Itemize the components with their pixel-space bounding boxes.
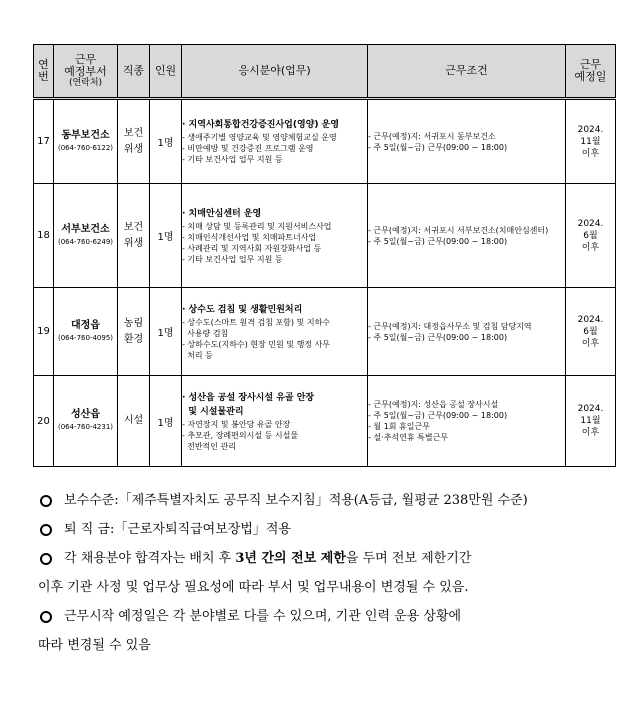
table-row (34, 99, 616, 184)
row-number: 20 (34, 376, 54, 467)
conditions-cell (368, 184, 566, 288)
note-salary (38, 486, 618, 515)
note-severance (38, 515, 618, 544)
condition-line: - 주 5일(월~금) 근무(09:00 ~ 18:00) (368, 332, 508, 342)
field-line: - 기타 보건사업 업무 지원 등 (182, 155, 283, 164)
circle-bullet-icon (40, 495, 52, 507)
dept-cell (54, 376, 118, 467)
dept-cell (54, 99, 118, 184)
field-line: 처리 등 (182, 350, 213, 360)
header-dept: 근무 예정부서 (연락처) (54, 45, 118, 99)
field-line: - 치매 상담 및 등록관리 및 지원서비스사업 (182, 221, 332, 231)
dept-name: 동부보건소 (61, 129, 110, 141)
field-line: 전반적인 관리 (182, 441, 236, 451)
start-date-cell: 2024. 11월 이후 (566, 376, 616, 467)
condition-line: - 주 5일(월~금) 근무(09:00 ~ 18:00) (368, 411, 508, 420)
notes-section (38, 486, 618, 660)
circle-bullet-icon (40, 524, 52, 536)
note-text: 각 채용분야 합격자는 배치 후 (64, 551, 236, 566)
table-row (34, 184, 616, 288)
job-type-cell: 농림 환경 (118, 288, 150, 376)
headcount: 1명 (150, 288, 182, 376)
header-conditions: 근무조건 (368, 45, 566, 99)
field-line: 사용량 검침 (182, 328, 229, 338)
note-text: 을 두며 전보 제한기간 (345, 551, 472, 566)
field-cell (182, 184, 368, 288)
field-title: · 치매안심센터 운영 (182, 208, 262, 219)
field-line: - 상수도(스마트 원격 검침 포함) 및 지하수 (182, 317, 331, 327)
headcount: 1명 (150, 376, 182, 467)
note-text: 퇴 직 금:「근로자퇴직급여보장법」적용 (64, 522, 292, 537)
table-row (34, 376, 616, 467)
table-header-row (34, 45, 616, 99)
note-start-date (38, 602, 618, 660)
note-text: 보수수준:「제주특별자치도 공무직 보수지침」적용(A등급, 월평균 238만원 수준) (64, 493, 528, 508)
circle-bullet-icon (40, 611, 52, 623)
circle-bullet-icon (40, 553, 52, 565)
condition-line: - 주 5일(월~금) 근무(09:00 ~ 18:00) (368, 236, 508, 246)
field-title: · 상수도 검침 및 생활민원처리 (182, 304, 303, 315)
header-job-type: 직종 (118, 45, 150, 99)
field-line: - 기타 보건사업 업무 지원 등 (182, 254, 283, 264)
note-text-cont: 따라 변경될 수 있음 (38, 638, 151, 653)
header-field: 응시분야(업무) (182, 45, 368, 99)
condition-line: - 설·추석연휴 특별근무 (368, 433, 449, 442)
job-type-cell: 보건 위생 (118, 99, 150, 184)
field-cell (182, 288, 368, 376)
table-row (34, 288, 616, 376)
row-number: 18 (34, 184, 54, 288)
dept-name: 대정읍 (71, 319, 100, 331)
dept-name: 서부보건소 (61, 223, 110, 235)
condition-line: - 월 1회 휴일근무 (368, 422, 430, 431)
headcount: 1명 (150, 99, 182, 184)
field-title-cont: 및 시설물관리 (182, 406, 244, 417)
start-date-cell: 2024. 11월 이후 (566, 99, 616, 184)
header-dept-contact: (연락처) (68, 78, 103, 88)
conditions-cell (368, 99, 566, 184)
condition-line: - 근무(예정)지: 성산읍 공설 장사시설 (368, 400, 499, 409)
start-date-cell: 2024. 6월 이후 (566, 184, 616, 288)
conditions-cell (368, 376, 566, 467)
dept-phone: (064-760-6249) (57, 237, 114, 246)
field-cell (182, 376, 368, 467)
condition-line: - 근무(예정)지: 서귀포시 서부보건소(치매안심센터) (368, 225, 549, 235)
conditions-cell (368, 288, 566, 376)
note-transfer (38, 544, 618, 602)
field-line: - 생애주기별 영양교육 및 영양체험교실 운영 (182, 133, 337, 142)
dept-phone: (064-760-4231) (57, 423, 114, 431)
field-title: · 지역사회통합건강증진사업(영양) 운영 (182, 120, 340, 130)
job-type-cell: 보건 위생 (118, 184, 150, 288)
field-line: - 비만예방 및 건강증진 프로그램 운영 (182, 144, 314, 153)
row-number: 19 (34, 288, 54, 376)
field-line: - 치매인식개선사업 및 치매파트너사업 (182, 232, 317, 242)
headcount: 1명 (150, 184, 182, 288)
field-line: - 자연장지 및 봉안당 유골 안장 (182, 419, 291, 429)
field-line: - 추모관, 장례편의시설 등 시설물 (182, 430, 299, 440)
note-emphasis: 3년 간의 전보 제한 (235, 551, 346, 566)
field-title: · 성산읍 공설 장사시설 유골 안장 (182, 392, 315, 403)
condition-line: - 근무(예정)지: 서귀포시 동부보건소 (368, 131, 496, 141)
condition-line: - 근무(예정)지: 대정읍사무소 및 검침 담당지역 (368, 321, 532, 331)
start-date-cell: 2024. 6월 이후 (566, 288, 616, 376)
condition-line: - 주 5일(월~금) 근무(09:00 ~ 18:00) (368, 142, 508, 152)
job-type-cell: 시설 (118, 376, 150, 467)
dept-cell (54, 184, 118, 288)
job-table (33, 44, 616, 467)
note-text: 근무시작 예정일은 각 분야별로 다를 수 있으며, 기관 인력 운용 상황에 (64, 609, 462, 624)
dept-cell (54, 288, 118, 376)
header-start: 근무 예정일 (566, 45, 616, 99)
header-count: 인원 (150, 45, 182, 99)
row-number: 17 (34, 99, 54, 184)
dept-name: 성산읍 (71, 409, 100, 420)
field-line: - 사례관리 및 지역사회 자원강화사업 등 (182, 243, 322, 253)
field-line: - 상하수도(지하수) 현장 민원 및 행정 사무 (182, 339, 331, 349)
dept-phone: (064-760-4095) (57, 333, 114, 342)
field-cell (182, 99, 368, 184)
header-no: 연 번 (34, 45, 54, 99)
dept-phone: (064-760-6122) (57, 143, 114, 152)
note-text-cont: 이후 기관 사정 및 업무상 필요성에 따라 부서 및 업무내용이 변경될 수 있음. (38, 580, 469, 595)
